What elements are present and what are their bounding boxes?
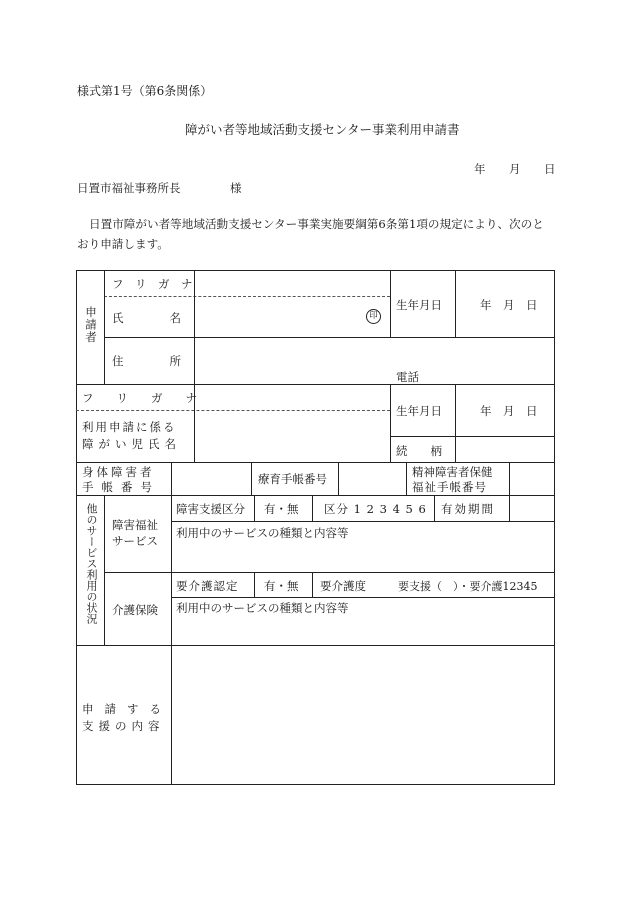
ryoiku-cert-label: 療育手帳番号: [258, 472, 327, 486]
services-section-label: 他のサービス利用の状況: [85, 503, 98, 624]
seal-mark: [366, 309, 381, 324]
date-year: 年: [474, 162, 486, 176]
applicant-section-label: 申請者: [84, 306, 98, 344]
applicant-phone-label: 電話: [396, 370, 419, 384]
date-day: 日: [544, 162, 556, 176]
care-cert-label: 要介護認定: [176, 579, 239, 593]
body-text-line1: 日置市障がい者等地域活動支援センター事業実施要綱第6条第1項の規定により、次のと: [89, 217, 544, 231]
application-form-table: [76, 270, 555, 785]
care-insurance-label: 介護保険: [112, 603, 158, 617]
form-number: 様式第1号（第6条関係）: [77, 84, 213, 98]
support-class-label: 障害支援区分: [176, 502, 245, 516]
seal-label: 印: [369, 311, 378, 321]
child-name-label-line1: 利用申請に係る: [82, 420, 177, 434]
physical-cert-label-line1: 身体障害者: [82, 465, 155, 479]
care-in-use-label: 利用中のサービスの種類と内容等: [176, 601, 349, 615]
mental-cert-label-line2: 福祉手帳番号: [412, 480, 487, 494]
welfare-in-use-label: 利用中のサービスの種類と内容等: [176, 526, 349, 540]
child-name-label-line2: 障がい児氏名: [82, 437, 181, 451]
applicant-birth-date: 年 月 日: [480, 298, 538, 312]
support-class-levels: 区分 1 2 3 4 5 6: [324, 502, 427, 516]
welfare-service-label-line2: サービス: [112, 534, 158, 548]
welfare-service-label-line1: 障害福祉: [112, 518, 158, 532]
applicant-address-label: 住 所: [112, 354, 181, 368]
care-yes-no: 有・無: [264, 579, 299, 593]
support-yes-no: 有・無: [264, 502, 299, 516]
validity-label: 有効期間: [441, 502, 495, 516]
body-text-line2: おり申請します。: [77, 237, 169, 251]
child-furigana-label: フ リ ガ ナ: [82, 391, 197, 405]
mental-cert-label-line1: 精神障害者保健: [412, 465, 493, 479]
child-birth-label: 生年月日: [396, 404, 442, 418]
child-birth-date: 年 月 日: [480, 404, 538, 418]
addressee: 日置市福祉事務所長: [77, 181, 181, 195]
date-month: 月: [509, 162, 521, 176]
applicant-furigana-label: フ リ ガ ナ: [112, 277, 193, 291]
honorific: 様: [230, 181, 242, 195]
care-levels: 要支援（ ）・要介護12345: [398, 580, 538, 593]
applicant-birth-label: 生年月日: [396, 298, 442, 312]
child-relation-label: 続 柄: [396, 444, 442, 458]
request-label-line2: 支援の内容: [82, 719, 165, 733]
physical-cert-label-line2: 手帳番号: [82, 480, 160, 494]
applicant-name-label: 氏 名: [112, 311, 181, 325]
care-degree-label: 要介護度: [320, 579, 366, 593]
request-label-line1: 申請する: [82, 702, 172, 716]
page-title: 障がい者等地域活動支援センター事業利用申請書: [185, 122, 460, 137]
